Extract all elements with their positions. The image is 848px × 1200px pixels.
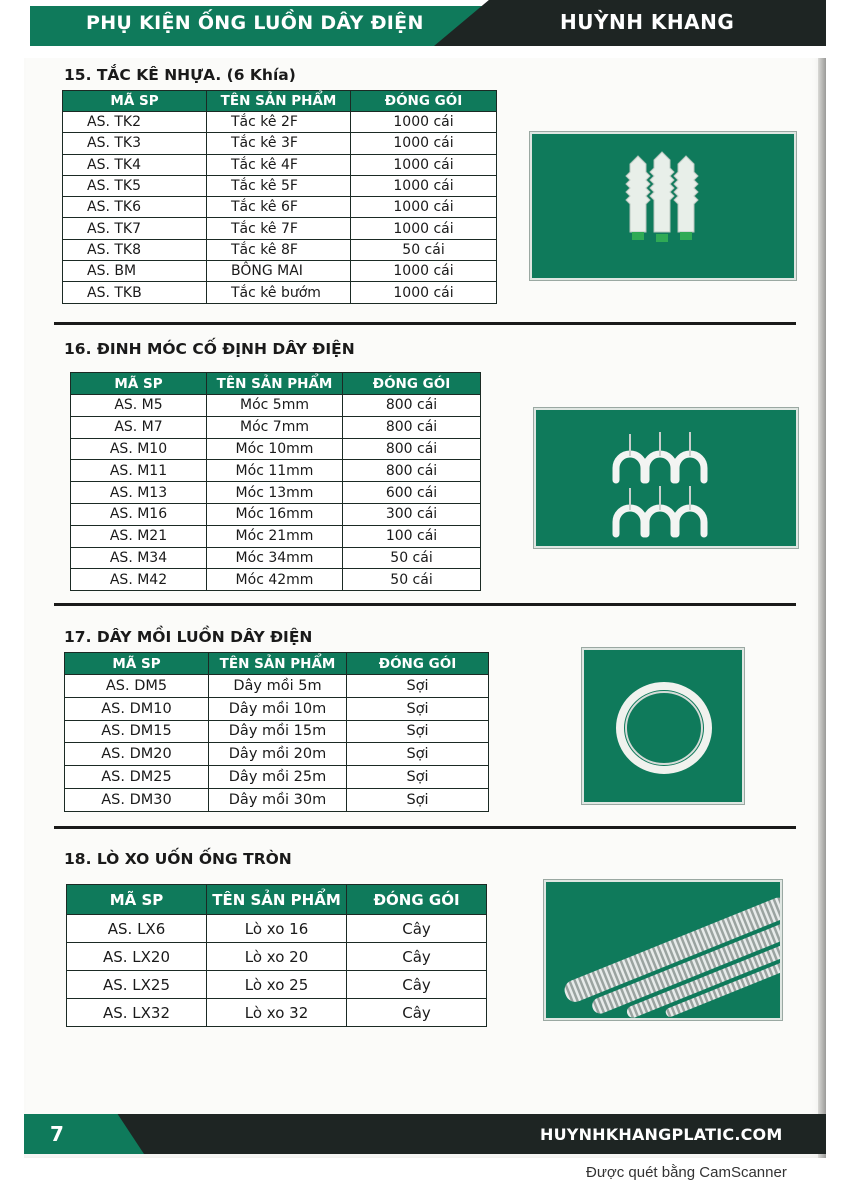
cell-name: Móc 16mm <box>207 503 343 525</box>
cell-code: AS. TK8 <box>63 239 207 260</box>
section-18-table <box>66 884 487 1027</box>
table-row <box>67 915 487 943</box>
table-row <box>65 720 489 743</box>
cell-name: Móc 34mm <box>207 547 343 569</box>
cell-code: AS. DM5 <box>65 675 209 698</box>
table-row <box>71 525 481 547</box>
col-header: ĐÓNG GÓI <box>347 653 489 675</box>
cell-pack: 300 cái <box>343 503 481 525</box>
fish-tape-coil-icon <box>584 650 742 802</box>
table-row <box>71 416 481 438</box>
cell-code: AS. TK5 <box>63 175 207 196</box>
cell-code: AS. TK7 <box>63 218 207 239</box>
table-row <box>65 743 489 766</box>
cell-code: AS. LX6 <box>67 915 207 943</box>
cell-pack: Sợi <box>347 675 489 698</box>
col-header: ĐÓNG GÓI <box>343 373 481 395</box>
page-edge <box>818 0 826 1158</box>
cell-pack: 1000 cái <box>351 282 497 303</box>
cell-code: AS. TK3 <box>63 133 207 154</box>
cell-name: Dây mồi 25m <box>209 766 347 789</box>
section-16-title: 16. ĐINH MÓC CỐ ĐỊNH DÂY ĐIỆN <box>64 340 355 358</box>
cell-code: AS. TK6 <box>63 197 207 218</box>
col-header: TÊN SẢN PHẨM <box>207 91 351 112</box>
cell-name: Dây mồi 20m <box>209 743 347 766</box>
cell-code: AS. M7 <box>71 416 207 438</box>
cell-name: Móc 21mm <box>207 525 343 547</box>
table-row <box>71 482 481 504</box>
section-17-title: 17. DÂY MỒI LUỒN DÂY ĐIỆN <box>64 628 313 646</box>
cell-name: BÔNG MAI <box>207 261 351 282</box>
cell-code: AS. LX32 <box>67 999 207 1027</box>
cell-code: AS. LX25 <box>67 971 207 999</box>
cell-code: AS. DM20 <box>65 743 209 766</box>
cell-pack: Sợi <box>347 766 489 789</box>
fish-tape-photo <box>582 648 744 804</box>
cell-code: AS. DM30 <box>65 788 209 811</box>
cell-name: Lò xo 16 <box>207 915 347 943</box>
table-row <box>65 766 489 789</box>
cell-name: Dây mồi 30m <box>209 788 347 811</box>
cell-pack: Sợi <box>347 788 489 811</box>
cell-code: AS. TKB <box>63 282 207 303</box>
cell-name: Móc 7mm <box>207 416 343 438</box>
cell-pack: 50 cái <box>343 547 481 569</box>
cell-pack: 800 cái <box>343 460 481 482</box>
section-divider <box>54 603 796 606</box>
cell-pack: 50 cái <box>351 239 497 260</box>
cell-code: AS. DM25 <box>65 766 209 789</box>
cell-pack: 50 cái <box>343 569 481 591</box>
page-header <box>24 0 826 58</box>
table-row <box>71 460 481 482</box>
table-row <box>63 239 497 260</box>
cell-pack: Sợi <box>347 697 489 720</box>
cell-pack: 800 cái <box>343 395 481 417</box>
table-row <box>63 282 497 303</box>
cell-pack: Sợi <box>347 743 489 766</box>
col-header: TÊN SẢN PHẨM <box>207 373 343 395</box>
section-18-title: 18. LÒ XO UỐN ỐNG TRÒN <box>64 850 292 868</box>
wall-anchor-icon <box>532 134 794 278</box>
table-row <box>63 154 497 175</box>
cell-code: AS. M10 <box>71 438 207 460</box>
cell-name: Tắc kê 4F <box>207 154 351 175</box>
cell-pack: 1000 cái <box>351 218 497 239</box>
cell-code: AS. LX20 <box>67 943 207 971</box>
cell-code: AS. M5 <box>71 395 207 417</box>
col-header: TÊN SẢN PHẨM <box>209 653 347 675</box>
cell-name: Móc 10mm <box>207 438 343 460</box>
scanner-watermark: Được quét bằng CamScanner <box>586 1164 787 1181</box>
cell-name: Tắc kê 8F <box>207 239 351 260</box>
table-row <box>65 675 489 698</box>
cell-name: Tắc kê bướm <box>207 282 351 303</box>
section-divider <box>54 322 796 325</box>
cell-name: Móc 5mm <box>207 395 343 417</box>
cell-name: Móc 11mm <box>207 460 343 482</box>
catalog-page <box>24 0 826 1158</box>
section-15-title: 15. TẮC KÊ NHỰA. (6 Khía) <box>64 66 296 84</box>
cell-name: Tắc kê 5F <box>207 175 351 196</box>
bending-spring-icon <box>546 882 780 1018</box>
cable-clip-photo <box>534 408 798 548</box>
section-divider <box>54 826 796 829</box>
cell-code: AS. M11 <box>71 460 207 482</box>
cell-pack: 1000 cái <box>351 154 497 175</box>
cell-pack: 1000 cái <box>351 175 497 196</box>
cell-code: AS. M16 <box>71 503 207 525</box>
cell-code: AS. TK4 <box>63 154 207 175</box>
cable-clip-icon <box>536 410 796 546</box>
cell-code: AS. M42 <box>71 569 207 591</box>
cell-name: Lò xo 25 <box>207 971 347 999</box>
cell-name: Dây mồi 10m <box>209 697 347 720</box>
cell-name: Tắc kê 7F <box>207 218 351 239</box>
cell-pack: 1000 cái <box>351 197 497 218</box>
section-16-table <box>70 372 481 591</box>
col-header: MÃ SP <box>63 91 207 112</box>
cell-code: AS. M13 <box>71 482 207 504</box>
cell-name: Tắc kê 3F <box>207 133 351 154</box>
cell-code: AS. M34 <box>71 547 207 569</box>
cell-pack: Cây <box>347 999 487 1027</box>
table-row <box>71 503 481 525</box>
cell-code: AS. DM10 <box>65 697 209 720</box>
cell-pack: 1000 cái <box>351 133 497 154</box>
cell-code: AS. BM <box>63 261 207 282</box>
cell-code: AS. DM15 <box>65 720 209 743</box>
cell-pack: Sợi <box>347 720 489 743</box>
header-title: PHỤ KIỆN ỐNG LUỒN DÂY ĐIỆN <box>86 12 424 34</box>
section-15-table <box>62 90 497 304</box>
col-header: MÃ SP <box>71 373 207 395</box>
website-url: HUYNHKHANGPLATIC.COM <box>540 1125 783 1144</box>
table-row <box>71 438 481 460</box>
wall-anchor-photo <box>530 132 796 280</box>
cell-name: Móc 13mm <box>207 482 343 504</box>
cell-name: Dây mồi 15m <box>209 720 347 743</box>
cell-name: Tắc kê 2F <box>207 112 351 133</box>
cell-pack: 1000 cái <box>351 112 497 133</box>
table-row <box>71 547 481 569</box>
table-row <box>63 197 497 218</box>
cell-pack: Cây <box>347 915 487 943</box>
col-header: MÃ SP <box>65 653 209 675</box>
table-row <box>67 943 487 971</box>
cell-pack: Cây <box>347 943 487 971</box>
table-row <box>63 112 497 133</box>
cell-name: Móc 42mm <box>207 569 343 591</box>
col-header: TÊN SẢN PHẨM <box>207 885 347 915</box>
cell-name: Tắc kê 6F <box>207 197 351 218</box>
table-row <box>67 999 487 1027</box>
cell-name: Lò xo 20 <box>207 943 347 971</box>
cell-pack: 800 cái <box>343 438 481 460</box>
table-row <box>63 261 497 282</box>
cell-name: Dây mồi 5m <box>209 675 347 698</box>
header-brand: HUỲNH KHANG <box>560 10 735 34</box>
cell-code: AS. TK2 <box>63 112 207 133</box>
table-row <box>67 971 487 999</box>
col-header: ĐÓNG GÓI <box>347 885 487 915</box>
page-footer <box>24 1110 826 1158</box>
table-row <box>65 697 489 720</box>
bending-spring-photo <box>544 880 782 1020</box>
page-number: 7 <box>50 1122 64 1146</box>
cell-code: AS. M21 <box>71 525 207 547</box>
table-row <box>71 395 481 417</box>
section-17-table <box>64 652 489 812</box>
cell-pack: 1000 cái <box>351 261 497 282</box>
cell-name: Lò xo 32 <box>207 999 347 1027</box>
col-header: MÃ SP <box>67 885 207 915</box>
cell-pack: Cây <box>347 971 487 999</box>
table-row <box>63 218 497 239</box>
cell-pack: 600 cái <box>343 482 481 504</box>
table-row <box>65 788 489 811</box>
table-row <box>63 175 497 196</box>
col-header: ĐÓNG GÓI <box>351 91 497 112</box>
cell-pack: 100 cái <box>343 525 481 547</box>
table-row <box>71 569 481 591</box>
cell-pack: 800 cái <box>343 416 481 438</box>
table-row <box>63 133 497 154</box>
